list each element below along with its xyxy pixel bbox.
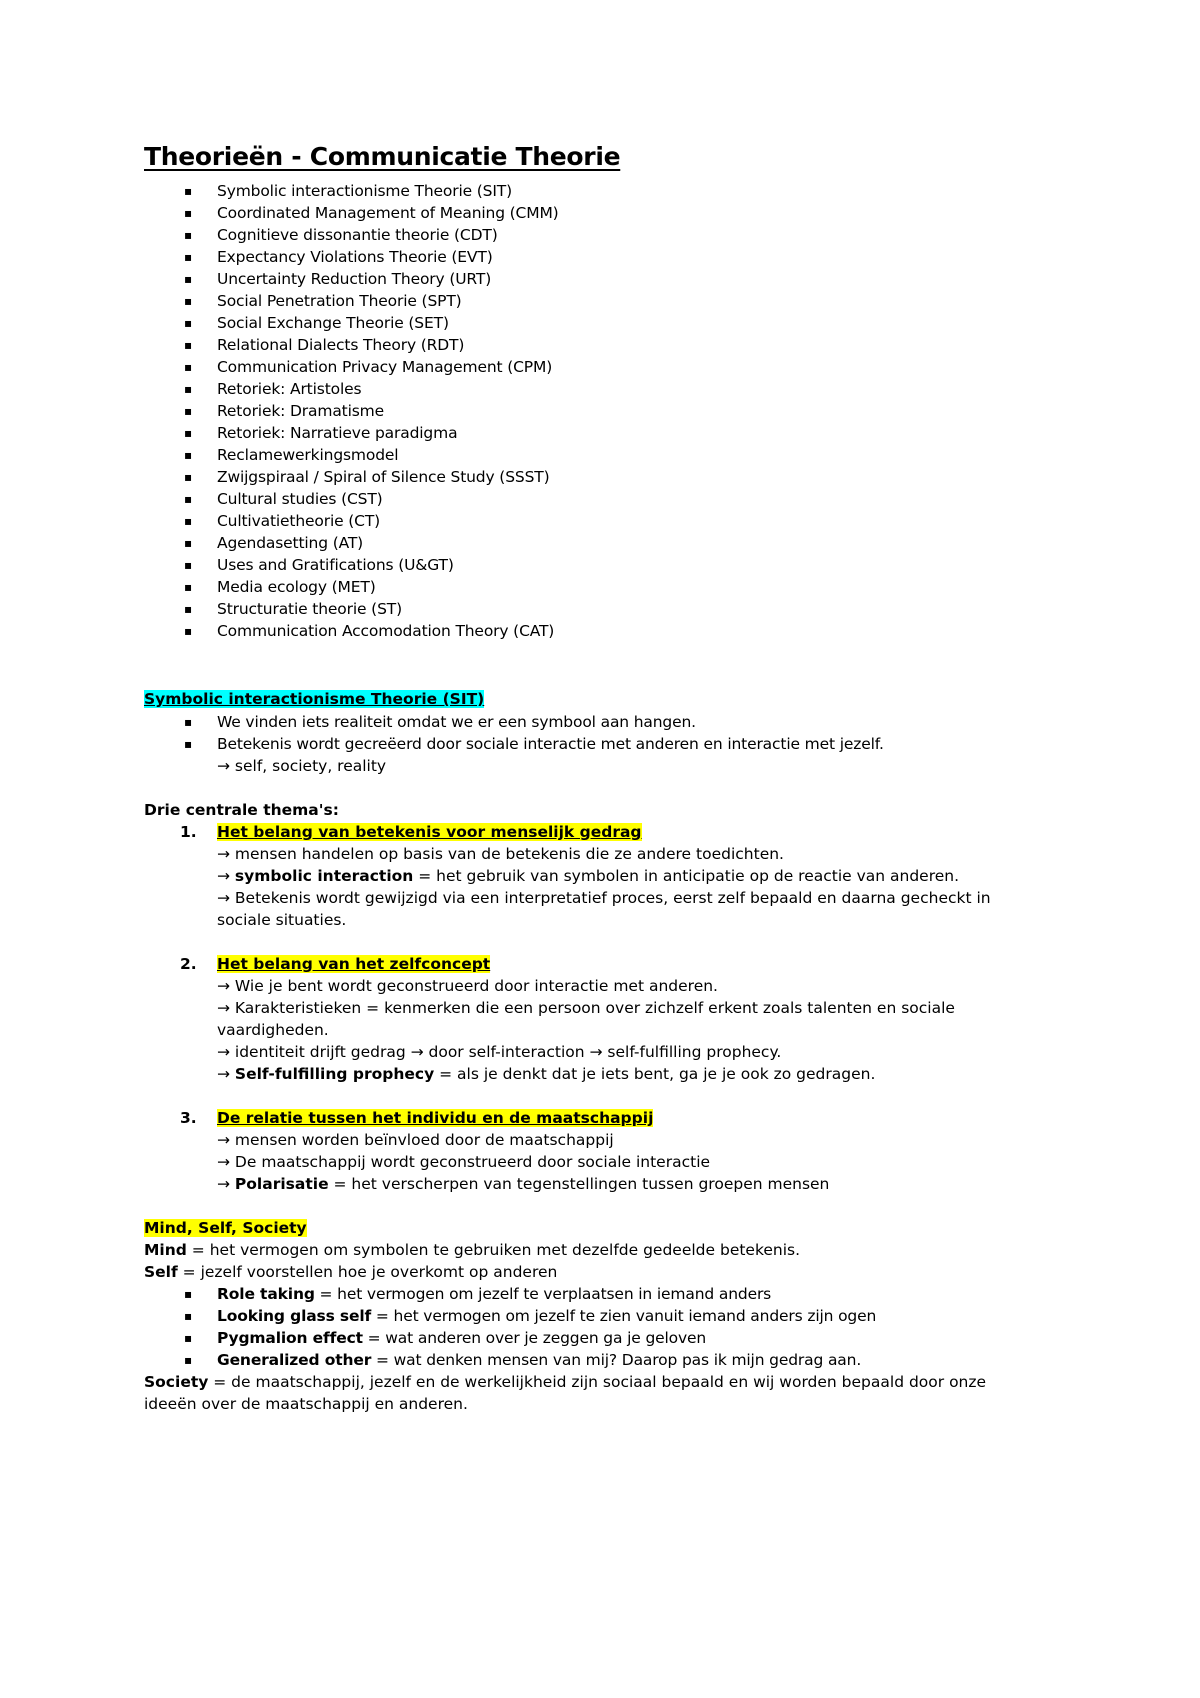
theory-list-item: Coordinated Management of Meaning (CMM) — [217, 204, 559, 222]
theory-list-item: Media ecology (MET) — [217, 578, 376, 596]
self-subitem — [217, 1283, 771, 1305]
bullet-icon: ▪ — [184, 382, 193, 396]
bullet-icon: ▪ — [184, 492, 193, 506]
theory-list-item: Retoriek: Artistoles — [217, 380, 362, 398]
term-self-fulfilling-prophecy: Self-fulfilling prophecy — [234, 1065, 435, 1083]
definition-text: = het gebruik van symbolen in anticipatie op de reactie van anderen. — [413, 867, 960, 885]
term-society: Society — [144, 1373, 209, 1391]
subitem-definition: = het vermogen om jezelf te zien vanuit iemand anders zijn ogen — [371, 1307, 877, 1325]
theme-1-line-1: → mensen handelen op basis van de betekenis die ze andere toedichten. — [217, 845, 784, 863]
bullet-icon: ▪ — [184, 316, 193, 330]
subitem-term: Role taking — [217, 1285, 315, 1303]
theme-2-title-text: Het belang van het zelfconcept — [217, 955, 491, 973]
theme-2-line-2: → Karakteristieken = kenmerken die een persoon over zichzelf erkent zoals talenten en sociale — [217, 999, 955, 1017]
themes-heading: Drie centrale thema's: — [144, 801, 339, 819]
theme-3-line-1: → mensen worden beïnvloed door de maatschappij — [217, 1131, 614, 1149]
bullet-icon: ▪ — [184, 426, 193, 440]
mind-line — [144, 1239, 800, 1261]
theory-list-item: Zwijgspiraal / Spiral of Silence Study (SSST) — [217, 468, 550, 486]
theme-2-line-3: vaardigheden. — [217, 1021, 329, 1039]
theory-list-item: Communication Accomodation Theory (CAT) — [217, 622, 555, 640]
bullet-icon: ▪ — [184, 624, 193, 638]
theory-list-item: Social Exchange Theorie (SET) — [217, 314, 449, 332]
page-title: Theorieën - Communicatie Theorie — [144, 142, 621, 171]
sit-point-2: Betekenis wordt gecreëerd door sociale interactie met anderen en interactie met jezelf. — [217, 735, 884, 753]
bullet-icon: ▪ — [184, 294, 193, 308]
bullet-icon: ▪ — [184, 1287, 193, 1301]
definition-text: = de maatschappij, jezelf en de werkelijkheid zijn sociaal bepaald en wij worden bepaald door onze — [208, 1373, 987, 1391]
bullet-icon: ▪ — [184, 558, 193, 572]
theory-list-item: Agendasetting (AT) — [217, 534, 364, 552]
subitem-definition: = het vermogen om jezelf te verplaatsen in iemand anders — [314, 1285, 772, 1303]
bullet-icon: ▪ — [184, 470, 193, 484]
bullet-icon: ▪ — [184, 737, 193, 751]
arrow-prefix: → — [217, 867, 235, 885]
theory-list-item: Cultural studies (CST) — [217, 490, 383, 508]
self-line — [144, 1261, 557, 1283]
bullet-icon: ▪ — [184, 1309, 193, 1323]
bullet-icon: ▪ — [184, 1353, 193, 1367]
mss-heading-text: Mind, Self, Society — [144, 1219, 307, 1237]
theme-2-line-5 — [217, 1063, 875, 1085]
theory-list-item: Retoriek: Narratieve paradigma — [217, 424, 458, 442]
subitem-term: Pygmalion effect — [217, 1329, 363, 1347]
definition-text: = het verscherpen van tegenstellingen tussen groepen mensen — [328, 1175, 830, 1193]
subitem-definition: = wat anderen over je zeggen ga je geloven — [362, 1329, 707, 1347]
definition-text: = jezelf voorstellen hoe je overkomt op anderen — [177, 1263, 558, 1281]
subitem-term: Generalized other — [217, 1351, 372, 1369]
theory-list-item: Uncertainty Reduction Theory (URT) — [217, 270, 492, 288]
bullet-icon: ▪ — [184, 272, 193, 286]
definition-text: = als je denkt dat je iets bent, ga je je ook zo gedragen. — [434, 1065, 876, 1083]
sit-point-1: We vinden iets realiteit omdat we er een symbool aan hangen. — [217, 713, 696, 731]
term-polarisatie: Polarisatie — [234, 1175, 329, 1193]
theme-3-number: 3. — [180, 1109, 197, 1127]
theme-3-title — [217, 1107, 653, 1129]
theory-list-item: Social Penetration Theorie (SPT) — [217, 292, 462, 310]
arrow-prefix: → — [217, 1065, 235, 1083]
arrow-prefix: → — [217, 1175, 235, 1193]
theme-2-title — [217, 953, 490, 975]
self-subitem — [217, 1305, 876, 1327]
term-mind: Mind — [144, 1241, 187, 1259]
theme-1-line-4: sociale situaties. — [217, 911, 347, 929]
theory-list-item: Cognitieve dissonantie theorie (CDT) — [217, 226, 498, 244]
theme-1-line-3: → Betekenis wordt gewijzigd via een interpretatief proces, eerst zelf bepaald en daarna gecheckt in — [217, 889, 991, 907]
sit-heading-text: Symbolic interactionisme Theorie (SIT) — [144, 690, 485, 708]
theory-list-item: Communication Privacy Management (CPM) — [217, 358, 553, 376]
bullet-icon: ▪ — [184, 715, 193, 729]
theory-list-item: Cultivatietheorie (CT) — [217, 512, 381, 530]
bullet-icon: ▪ — [184, 448, 193, 462]
theory-list-item: Symbolic interactionisme Theorie (SIT) — [217, 182, 512, 200]
theme-1-line-2 — [217, 865, 959, 887]
subitem-definition: = wat denken mensen van mij? Daarop pas ik mijn gedrag aan. — [371, 1351, 862, 1369]
theory-list-item: Relational Dialects Theory (RDT) — [217, 336, 465, 354]
bullet-icon: ▪ — [184, 360, 193, 374]
theory-list-item: Structuratie theorie (ST) — [217, 600, 402, 618]
bullet-icon: ▪ — [184, 184, 193, 198]
bullet-icon: ▪ — [184, 580, 193, 594]
bullet-icon: ▪ — [184, 228, 193, 242]
sit-arrow-line: → self, society, reality — [217, 757, 387, 775]
bullet-icon: ▪ — [184, 1331, 193, 1345]
bullet-icon: ▪ — [184, 602, 193, 616]
theory-list-item: Uses and Gratifications (U&GT) — [217, 556, 454, 574]
theme-2-number: 2. — [180, 955, 197, 973]
bullet-icon: ▪ — [184, 250, 193, 264]
mss-heading — [144, 1217, 307, 1239]
theme-1-number: 1. — [180, 823, 197, 841]
theory-list-item: Retoriek: Dramatisme — [217, 402, 385, 420]
bullet-icon: ▪ — [184, 206, 193, 220]
bullet-icon: ▪ — [184, 404, 193, 418]
term-symbolic-interaction: symbolic interaction — [234, 867, 414, 885]
sit-heading — [144, 688, 484, 710]
bullet-icon: ▪ — [184, 536, 193, 550]
bullet-icon: ▪ — [184, 514, 193, 528]
definition-text: = het vermogen om symbolen te gebruiken met dezelfde gedeelde betekenis. — [186, 1241, 801, 1259]
theory-list-item: Reclamewerkingsmodel — [217, 446, 399, 464]
self-subitem — [217, 1327, 706, 1349]
society-line — [144, 1371, 986, 1393]
theme-3-title-text: De relatie tussen het individu en de maatschappij — [217, 1109, 654, 1127]
theme-2-line-1: → Wie je bent wordt geconstrueerd door interactie met anderen. — [217, 977, 718, 995]
theme-1-title-text: Het belang van betekenis voor menselijk gedrag — [217, 823, 642, 841]
subitem-term: Looking glass self — [217, 1307, 372, 1325]
term-self: Self — [144, 1263, 178, 1281]
theory-list-item: Expectancy Violations Theorie (EVT) — [217, 248, 493, 266]
self-subitem — [217, 1349, 861, 1371]
theme-3-line-2: → De maatschappij wordt geconstrueerd door sociale interactie — [217, 1153, 711, 1171]
society-line-2: ideeën over de maatschappij en anderen. — [144, 1395, 468, 1413]
theme-1-title — [217, 821, 642, 843]
theme-2-line-4: → identiteit drijft gedrag → door self-interaction → self-fulfilling prophecy. — [217, 1043, 782, 1061]
theme-3-line-3 — [217, 1173, 829, 1195]
bullet-icon: ▪ — [184, 338, 193, 352]
